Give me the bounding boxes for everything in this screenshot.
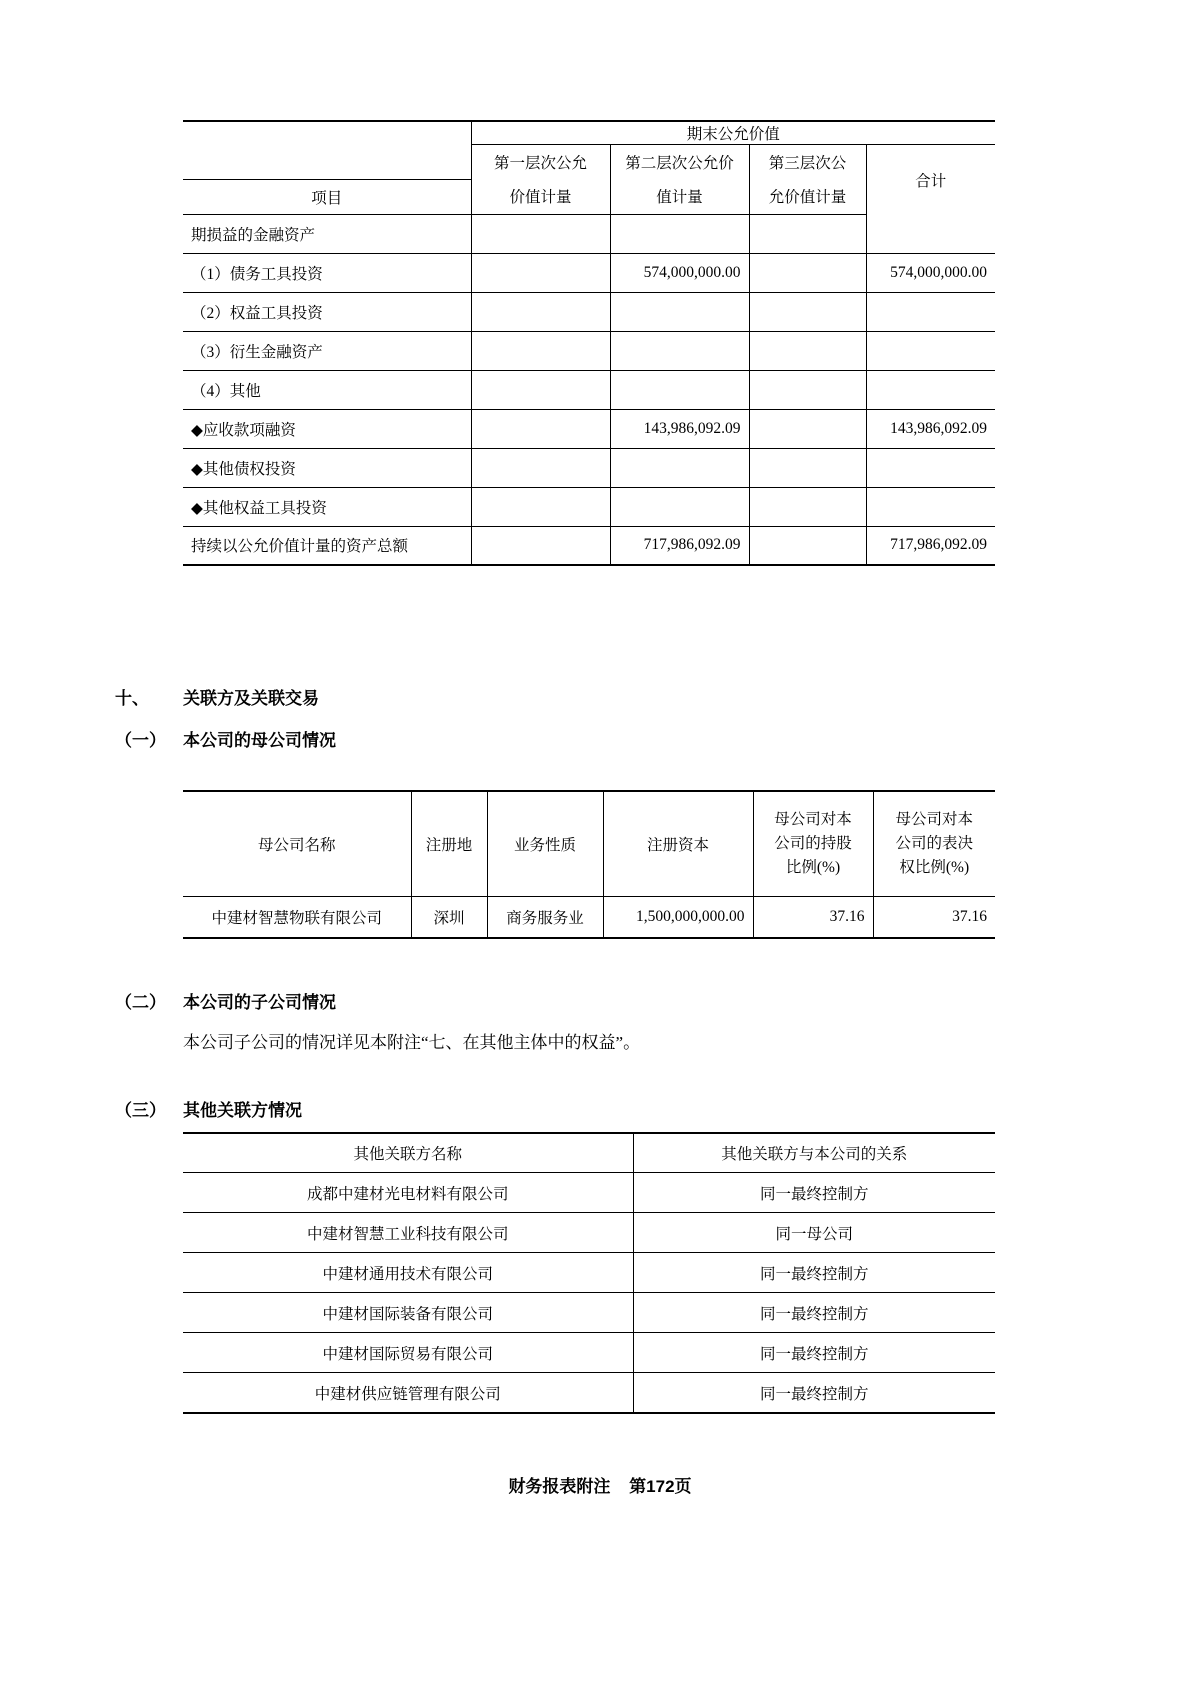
pc-col-voting-ratio-line1: 母公司对本 <box>895 810 973 828</box>
fv-col-level3-line2: 允价值计量 <box>749 179 866 214</box>
rp-col-name: 其他关联方名称 <box>183 1133 633 1173</box>
pc-col-name: 母公司名称 <box>183 791 411 897</box>
table-row <box>183 1173 995 1213</box>
table-row <box>183 121 995 145</box>
rp-cell-relation: 同一最终控制方 <box>633 1293 995 1333</box>
fv-row-l1 <box>471 448 610 487</box>
pc-col-shareholding-ratio-line3: 比例(%) <box>785 859 841 876</box>
table-row <box>183 1293 995 1333</box>
subsection-2-number: （二） <box>115 993 166 1012</box>
fv-row-l1 <box>471 331 610 370</box>
fv-row-label: ◆应收款项融资 <box>183 409 471 448</box>
rp-cell-relation: 同一母公司 <box>633 1213 995 1253</box>
footer-label: 财务报表附注 <box>508 1477 611 1496</box>
fair-value-table <box>183 120 995 566</box>
fv-row-total <box>866 487 995 526</box>
table-row <box>183 1213 995 1253</box>
fv-row-l1 <box>471 526 610 565</box>
fv-row-l3 <box>749 331 866 370</box>
pc-col-shareholding-ratio <box>753 791 873 897</box>
pc-cell-shareholding-ratio: 37.16 <box>753 897 873 939</box>
table-row <box>183 448 995 487</box>
fv-row-l2 <box>610 214 749 253</box>
fv-col-level1-line1: 第一层次公允 <box>471 145 610 180</box>
table-row <box>183 214 995 253</box>
fv-col-level2-line1: 第二层次公允价 <box>610 145 749 180</box>
fv-row-l3 <box>749 370 866 409</box>
table-row <box>183 409 995 448</box>
pc-col-voting-ratio <box>873 791 995 897</box>
fv-row-l3 <box>749 253 866 292</box>
pc-col-voting-ratio-line2: 公司的表决 <box>895 834 973 852</box>
related-parties-table-container <box>183 1132 995 1414</box>
subsection-3-number: （三） <box>115 1101 166 1120</box>
rp-cell-name: 中建材通用技术有限公司 <box>183 1253 633 1293</box>
fv-row-l2 <box>610 331 749 370</box>
pc-col-shareholding-ratio-line2: 公司的持股 <box>774 834 852 852</box>
rp-cell-name: 中建材智慧工业科技有限公司 <box>183 1213 633 1253</box>
fv-row-l2 <box>610 448 749 487</box>
fv-row-label: （2）权益工具投资 <box>183 292 471 331</box>
rp-cell-name: 中建材供应链管理有限公司 <box>183 1373 633 1414</box>
rp-cell-name: 中建材国际装备有限公司 <box>183 1293 633 1333</box>
fv-row-l2 <box>610 292 749 331</box>
fv-row-total <box>866 214 995 253</box>
fv-row-l2: 717,986,092.09 <box>610 526 749 565</box>
fv-col-level3-line1: 第三层次公 <box>749 145 866 180</box>
table-row <box>183 1373 995 1414</box>
pc-col-business-nature: 业务性质 <box>487 791 603 897</box>
pc-cell-business-nature: 商务服务业 <box>487 897 603 939</box>
subsection-3-title: 其他关联方情况 <box>183 1101 302 1120</box>
table-header-row <box>183 1133 995 1173</box>
section-title: 关联方及关联交易 <box>183 689 319 708</box>
subsection-1-title: 本公司的母公司情况 <box>183 731 336 750</box>
fv-row-total: 143,986,092.09 <box>866 409 995 448</box>
related-parties-table <box>183 1132 995 1414</box>
fv-row-label: （4）其他 <box>183 370 471 409</box>
rp-cell-relation: 同一最终控制方 <box>633 1253 995 1293</box>
rp-col-relation: 其他关联方与本公司的关系 <box>633 1133 995 1173</box>
fv-col-item: 项目 <box>183 179 471 214</box>
subsection-1-number: （一） <box>115 731 166 750</box>
parent-company-table <box>183 790 995 939</box>
fv-row-total <box>866 370 995 409</box>
fv-row-label: ◆其他权益工具投资 <box>183 487 471 526</box>
fv-row-l2: 574,000,000.00 <box>610 253 749 292</box>
subsection-2-paragraph: 本公司子公司的情况详见本附注“七、在其他主体中的权益”。 <box>183 1033 641 1052</box>
fv-row-l1 <box>471 292 610 331</box>
fv-row-total: 574,000,000.00 <box>866 253 995 292</box>
fv-row-total: 717,986,092.09 <box>866 526 995 565</box>
fv-row-l1 <box>471 370 610 409</box>
fv-row-label: （3）衍生金融资产 <box>183 331 471 370</box>
pc-cell-registered-capital: 1,500,000,000.00 <box>603 897 753 939</box>
fv-row-label: （1）债务工具投资 <box>183 253 471 292</box>
rp-cell-relation: 同一最终控制方 <box>633 1333 995 1373</box>
rp-cell-relation: 同一最终控制方 <box>633 1373 995 1414</box>
fv-row-label: ◆其他债权投资 <box>183 448 471 487</box>
pc-col-registered-capital: 注册资本 <box>603 791 753 897</box>
fv-row-total <box>866 331 995 370</box>
table-row <box>183 897 995 939</box>
table-row <box>183 253 995 292</box>
fv-col-level1-line2: 价值计量 <box>471 179 610 214</box>
table-row <box>183 370 995 409</box>
page-footer <box>0 1472 1200 1497</box>
section-number: 十、 <box>115 689 149 708</box>
fv-row-label: 持续以公允价值计量的资产总额 <box>183 526 471 565</box>
fv-row-l3 <box>749 214 866 253</box>
fv-row-l3 <box>749 409 866 448</box>
fv-row-l1 <box>471 487 610 526</box>
table-row <box>183 292 995 331</box>
fv-col-level2-line2: 值计量 <box>610 179 749 214</box>
pc-col-shareholding-ratio-line1: 母公司对本 <box>774 810 852 828</box>
fair-value-table-container <box>183 120 995 566</box>
fv-row-total <box>866 448 995 487</box>
fv-row-l3 <box>749 292 866 331</box>
pc-cell-voting-ratio: 37.16 <box>873 897 995 939</box>
fv-row-l3 <box>749 487 866 526</box>
pc-col-registration-place: 注册地 <box>411 791 487 897</box>
parent-company-table-container <box>183 790 995 939</box>
fv-row-l1 <box>471 253 610 292</box>
fv-row-l3 <box>749 526 866 565</box>
fv-row-l2 <box>610 487 749 526</box>
rp-cell-relation: 同一最终控制方 <box>633 1173 995 1213</box>
rp-cell-name: 成都中建材光电材料有限公司 <box>183 1173 633 1213</box>
fv-col-total: 合计 <box>866 145 995 215</box>
table-header-row <box>183 791 995 897</box>
table-row <box>183 1253 995 1293</box>
fv-row-total <box>866 292 995 331</box>
footer-page-number: 第172页 <box>629 1477 692 1496</box>
fv-row-l3 <box>749 448 866 487</box>
table-row <box>183 1333 995 1373</box>
fv-row-l2: 143,986,092.09 <box>610 409 749 448</box>
fv-row-l2 <box>610 370 749 409</box>
fv-header-group: 期末公允价值 <box>471 121 995 145</box>
table-row <box>183 487 995 526</box>
fv-row-l1 <box>471 214 610 253</box>
fv-row-label: 期损益的金融资产 <box>183 214 471 253</box>
fv-row-l1 <box>471 409 610 448</box>
table-row-total <box>183 526 995 565</box>
pc-cell-registration-place: 深圳 <box>411 897 487 939</box>
table-row <box>183 331 995 370</box>
subsection-2-title: 本公司的子公司情况 <box>183 993 336 1012</box>
rp-cell-name: 中建材国际贸易有限公司 <box>183 1333 633 1373</box>
pc-col-voting-ratio-line3: 权比例(%) <box>899 859 970 876</box>
pc-cell-name: 中建材智慧物联有限公司 <box>183 897 411 939</box>
